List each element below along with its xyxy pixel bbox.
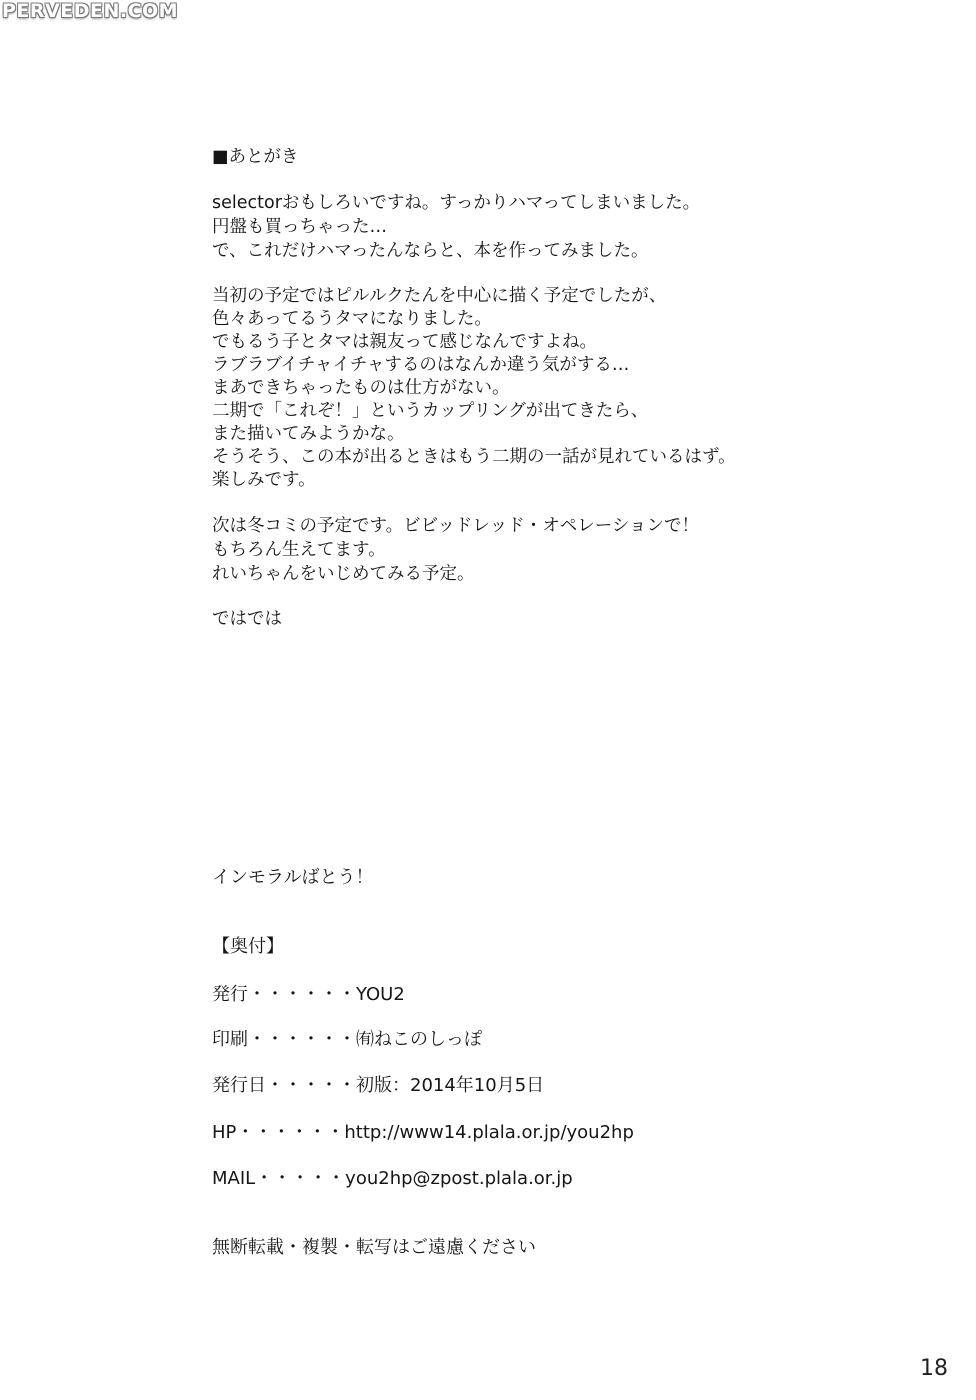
afterword-line: まあできちゃったものは仕方がない。	[212, 378, 510, 398]
afterword-heading: ■あとがき	[212, 147, 299, 167]
colophon-mail: MAIL・・・・・you2hp@zpost.plala.or.jp	[212, 1168, 573, 1189]
colophon-homepage: HP・・・・・・http://www14.plala.or.jp/you2hp	[212, 1122, 634, 1143]
afterword-line: また描いてみようかな。	[212, 424, 405, 444]
colophon-heading: 【奥付】	[212, 936, 284, 957]
site-watermark: PERVEDEN.COM	[2, 0, 179, 22]
colophon-notice: 無断転載・複製・転写はご遠慮ください	[212, 1237, 536, 1258]
book-title: インモラルばとう！	[212, 867, 374, 888]
afterword-line: 二期で「これぞ！」というカップリングが出てきたら、	[212, 401, 649, 421]
afterword-line: 色々あってるうタマになりました。	[212, 309, 492, 329]
page-number: 18	[920, 1356, 948, 1381]
colophon-publisher: 発行・・・・・・YOU2	[212, 984, 405, 1005]
afterword-line: で、これだけハマったんならと、本を作ってみました。	[212, 241, 649, 261]
afterword-line: れいちゃんをいじめてみる予定。	[212, 564, 475, 584]
afterword-line: もちろん生えてます。	[212, 540, 386, 560]
afterword-line: 次は冬コミの予定です。ビビッドレッド・オペレーションで！	[212, 516, 700, 536]
colophon-date: 発行日・・・・・初版：2014年10月5日	[212, 1075, 545, 1096]
colophon-printer: 印刷・・・・・・㈲ねこのしっぽ	[212, 1029, 482, 1050]
afterword-line: 楽しみです。	[212, 470, 316, 490]
afterword-line: そうそう、この本が出るときはもう二期の一話が見れているはず。	[212, 447, 736, 467]
afterword-line: 当初の予定ではピルルクたんを中心に描く予定でしたが、	[212, 286, 667, 306]
afterword-line: ではでは	[212, 609, 282, 629]
afterword-line: でもるう子とタマは親友って感じなんですよね。	[212, 332, 597, 352]
afterword-line: 円盤も買っちゃった…	[212, 217, 387, 237]
afterword-line: ラブラブイチャイチャするのはなんか違う気がする…	[212, 355, 630, 375]
afterword-line: selectorおもしろいですね。すっかりハマってしまいました。	[212, 193, 701, 213]
